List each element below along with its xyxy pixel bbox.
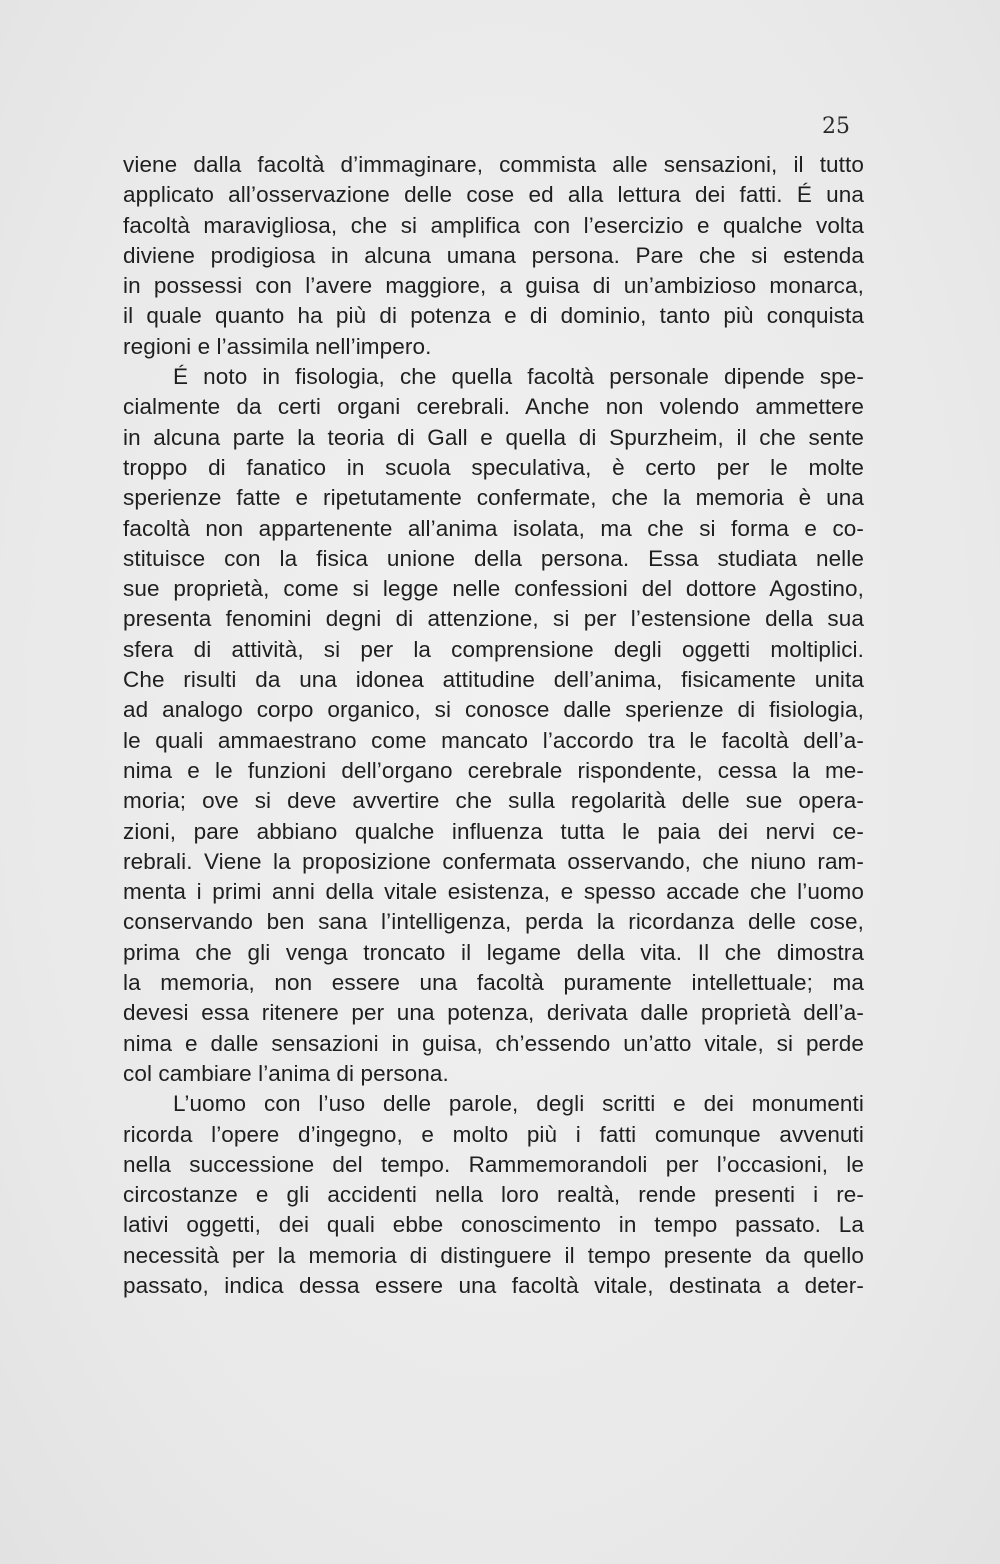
text-line: cialmente da certi organi cerebrali. Anche non volendo ammettere: [123, 394, 864, 420]
text-line: troppo di fanatico in scuola speculativa, è certo per le molte: [123, 454, 864, 480]
text-line: moria; ove si deve avvertire che sulla regolarità delle sue opera-: [123, 788, 864, 814]
text-line: le quali ammaestrano come mancato l’accordo tra le facoltà dell’a-: [123, 727, 864, 753]
text-line: viene dalla facoltà d’immaginare, commista alle sensazioni, il tutto: [123, 152, 864, 177]
text-line: menta i primi anni della vitale esistenza, e spesso accade che l’uomo: [123, 879, 864, 905]
text-line: L’uomo con l’uso delle parole, degli scritti e dei monumenti: [173, 1091, 864, 1117]
text-line: necessità per la memoria di distinguere il tempo presente da quello: [123, 1242, 864, 1268]
text-line: lativi oggetti, dei quali ebbe conoscimento in tempo passato. La: [123, 1212, 864, 1238]
text-line: rebrali. Viene la proposizione confermata osservando, che niuno ram-: [123, 848, 864, 874]
text-line: conservando ben sana l’intelligenza, perda la ricordanza delle cose,: [123, 909, 864, 935]
text-line: sperienze fatte e ripetutamente confermate, che la memoria è una: [123, 485, 864, 511]
text-line: stituisce con la fisica unione della persona. Essa studiata nelle: [123, 545, 864, 571]
text-line: nella successione del tempo. Rammemorandoli per l’occasioni, le: [123, 1151, 864, 1177]
text-line: Che risulti da una idonea attitudine dell’anima, fisicamente unita: [123, 667, 864, 693]
text-line: col cambiare l’anima di persona.: [123, 1060, 449, 1086]
text-line: regioni e l’assimila nell’impero.: [123, 333, 432, 359]
text-line: nima e le funzioni dell’organo cerebrale rispondente, cessa la me-: [123, 757, 864, 783]
text-line: facoltà non appartenente all’anima isolata, ma che si forma e co-: [123, 515, 864, 541]
text-line: É noto in fisologia, che quella facoltà personale dipende spe-: [173, 364, 864, 390]
body-text: [123, 150, 864, 1301]
text-line: ad analogo corpo organico, si conosce dalle sperienze di fisiologia,: [123, 697, 864, 723]
page-number: 25: [822, 114, 850, 139]
text-line: sfera di attività, si per la comprensione degli oggetti moltiplici.: [123, 636, 864, 662]
text-line: presenta fenomini degni di attenzione, si per l’estensione della sua: [123, 606, 864, 632]
text-line: in alcuna parte la teoria di Gall e quella di Spurzheim, il che sente: [123, 424, 864, 450]
text-line: sue proprietà, come si legge nelle confessioni del dottore Agostino,: [123, 576, 864, 602]
text-line: nima e dalle sensazioni in guisa, ch’essendo un’atto vitale, si perde: [123, 1030, 864, 1056]
text-line: applicato all’osservazione delle cose ed alla lettura dei fatti. É una: [123, 182, 864, 208]
text-line: passato, indica dessa essere una facoltà vitale, destinata a deter-: [123, 1272, 864, 1298]
text-line: facoltà maravigliosa, che si amplifica con l’esercizio e qualche volta: [123, 212, 864, 238]
text-line: in possessi con l’avere maggiore, a guisa di un’ambizioso monarca,: [123, 273, 864, 299]
text-line: il quale quanto ha più di potenza e di dominio, tanto più conquista: [123, 303, 864, 329]
text-line: zioni, pare abbiano qualche influenza tutta le paia dei nervi ce-: [123, 818, 864, 844]
text-line: prima che gli venga troncato il legame della vita. Il che dimostra: [123, 939, 864, 965]
text-line: devesi essa ritenere per una potenza, derivata dalle proprietà dell’a-: [123, 1000, 864, 1026]
text-line: la memoria, non essere una facoltà puramente intellettuale; ma: [123, 970, 864, 996]
text-line: diviene prodigiosa in alcuna umana persona. Pare che si estenda: [123, 242, 864, 268]
text-line: circostanze e gli accidenti nella loro realtà, rende presenti i re-: [123, 1182, 864, 1208]
text-line: ricorda l’opere d’ingegno, e molto più i fatti comunque avvenuti: [123, 1121, 864, 1147]
